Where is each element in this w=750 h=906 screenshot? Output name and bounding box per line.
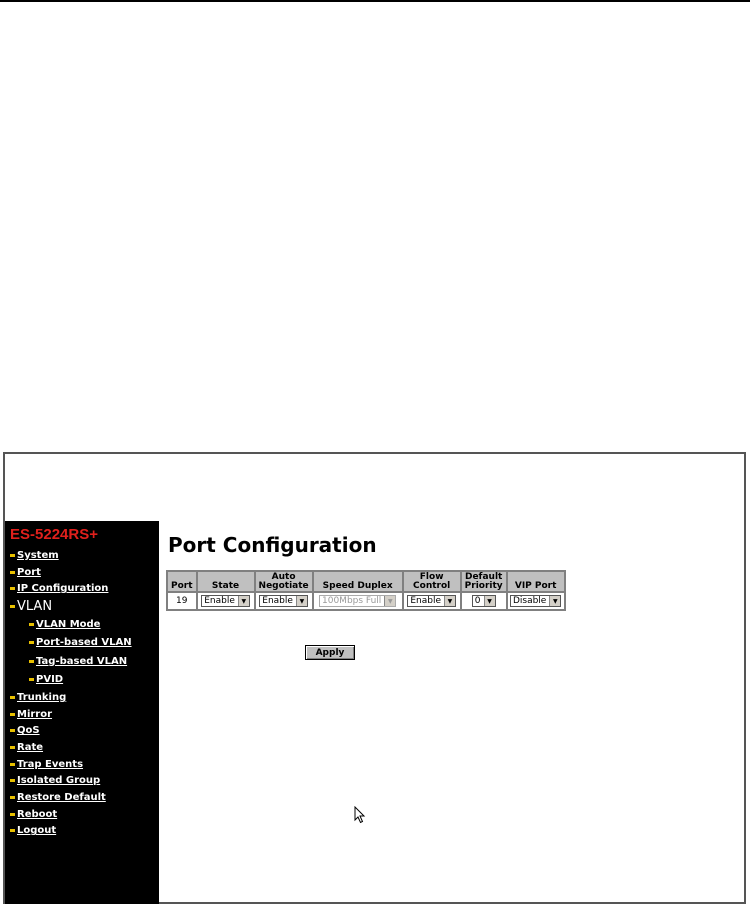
auto-negotiate-cell	[256, 593, 312, 609]
sidebar-item-label: PVID	[36, 674, 64, 686]
banner	[5, 454, 744, 521]
chevron-down-icon: ▼	[444, 596, 455, 606]
sidebar-item-label: Mirror	[17, 708, 53, 720]
bullet-icon	[10, 605, 15, 608]
column-header-port: Port	[168, 572, 196, 591]
bullet-icon	[10, 713, 15, 716]
sidebar-item-label: IP Configuration	[17, 583, 109, 595]
vip-port-select-value: Disable	[512, 596, 547, 606]
sidebar-item-restore-default[interactable]	[5, 789, 159, 806]
sidebar-item-label: Restore Default	[17, 792, 106, 804]
sidebar	[5, 521, 159, 904]
sidebar-item-logout[interactable]	[5, 823, 159, 840]
state-cell	[198, 593, 254, 609]
sidebar-item-label: QoS	[17, 725, 40, 737]
sidebar-item-label: Tag-based VLAN	[36, 655, 128, 667]
bullet-icon	[10, 571, 15, 574]
column-header-state: State	[198, 572, 254, 591]
bullet-icon	[10, 813, 15, 816]
default-priority-select[interactable]	[472, 595, 496, 607]
speed-duplex-select	[319, 595, 396, 607]
browser-frame	[3, 452, 746, 904]
sidebar-item-label: Trunking	[17, 691, 67, 703]
bullet-icon	[10, 763, 15, 766]
sidebar-item-label: Isolated Group	[17, 775, 101, 787]
bullet-icon	[29, 623, 34, 626]
port-config-table	[166, 570, 566, 611]
main-content	[159, 521, 744, 904]
chevron-down-icon: ▼	[484, 596, 495, 606]
sidebar-item-trunking[interactable]	[5, 689, 159, 706]
default-priority-select-value: 0	[474, 596, 481, 606]
speed-duplex-cell	[314, 593, 402, 609]
apply-button[interactable]: Apply	[305, 645, 355, 660]
sidebar-item-label: Logout	[17, 825, 57, 837]
column-header-vip-port: VIP Port	[508, 572, 564, 591]
sidebar-item-trap-events[interactable]	[5, 756, 159, 773]
bullet-icon	[10, 729, 15, 732]
sidebar-item-label: Rate	[17, 741, 44, 753]
bullet-icon	[29, 660, 34, 663]
brand-logo: ES-5224RS+	[10, 526, 98, 543]
page-title: Port Configuration	[168, 533, 377, 557]
chevron-down-icon: ▼	[296, 596, 307, 606]
sidebar-item-label: VLAN Mode	[36, 618, 101, 630]
bullet-icon	[10, 829, 15, 832]
sidebar-nav	[5, 547, 159, 839]
sidebar-item-tag-based-vlan[interactable]	[5, 652, 159, 671]
state-select[interactable]	[201, 595, 250, 607]
sidebar-item-qos[interactable]	[5, 722, 159, 739]
auto-negotiate-select[interactable]	[259, 595, 308, 607]
sidebar-item-isolated-group[interactable]	[5, 773, 159, 790]
table-header-row	[168, 572, 564, 591]
sidebar-item-mirror[interactable]	[5, 706, 159, 723]
sidebar-item-vlan[interactable]	[5, 597, 159, 615]
table-row	[168, 593, 564, 609]
sidebar-item-port-based-vlan[interactable]	[5, 634, 159, 653]
sidebar-item-label: Trap Events	[17, 758, 84, 770]
sidebar-item-label: Port-based VLAN	[36, 637, 132, 649]
auto-negotiate-select-value: Enable	[262, 596, 293, 606]
speed-duplex-select-value: 100Mbps Full	[322, 596, 382, 606]
mouse-cursor-icon	[354, 806, 366, 824]
column-header-auto-negotiate: Auto Negotiate	[256, 572, 312, 591]
column-header-speed-duplex: Speed Duplex	[314, 572, 402, 591]
bullet-icon	[10, 796, 15, 799]
column-header-default-priority: Default Priority	[462, 572, 506, 591]
sidebar-item-label: System	[17, 549, 59, 561]
bullet-icon	[10, 779, 15, 782]
sidebar-item-rate[interactable]	[5, 739, 159, 756]
sidebar-item-vlan-mode[interactable]	[5, 615, 159, 634]
column-header-flow-control: Flow Control	[404, 572, 460, 591]
sidebar-item-system[interactable]	[5, 547, 159, 564]
bullet-icon	[29, 678, 34, 681]
flow-control-cell	[404, 593, 460, 609]
sidebar-item-label: Port	[17, 566, 41, 578]
sidebar-item-pvid[interactable]	[5, 671, 159, 690]
chevron-down-icon: ▼	[384, 596, 395, 606]
bullet-icon	[29, 641, 34, 644]
sidebar-item-port[interactable]	[5, 564, 159, 581]
port-number: 19	[168, 593, 196, 609]
flow-control-select[interactable]	[407, 595, 456, 607]
default-priority-cell	[462, 593, 506, 609]
sidebar-item-label: Reboot	[17, 808, 58, 820]
state-select-value: Enable	[204, 596, 235, 606]
vip-port-cell	[508, 593, 564, 609]
vip-port-select[interactable]	[510, 595, 561, 607]
chevron-down-icon: ▼	[238, 596, 249, 606]
flow-control-select-value: Enable	[410, 596, 441, 606]
bullet-icon	[10, 554, 15, 557]
bullet-icon	[10, 696, 15, 699]
sidebar-item-reboot[interactable]	[5, 806, 159, 823]
bullet-icon	[10, 746, 15, 749]
sidebar-item-label: VLAN	[17, 598, 53, 614]
page-top-rule	[0, 0, 750, 2]
chevron-down-icon: ▼	[549, 596, 560, 606]
bullet-icon	[10, 587, 15, 590]
sidebar-item-ip-configuration[interactable]	[5, 580, 159, 597]
